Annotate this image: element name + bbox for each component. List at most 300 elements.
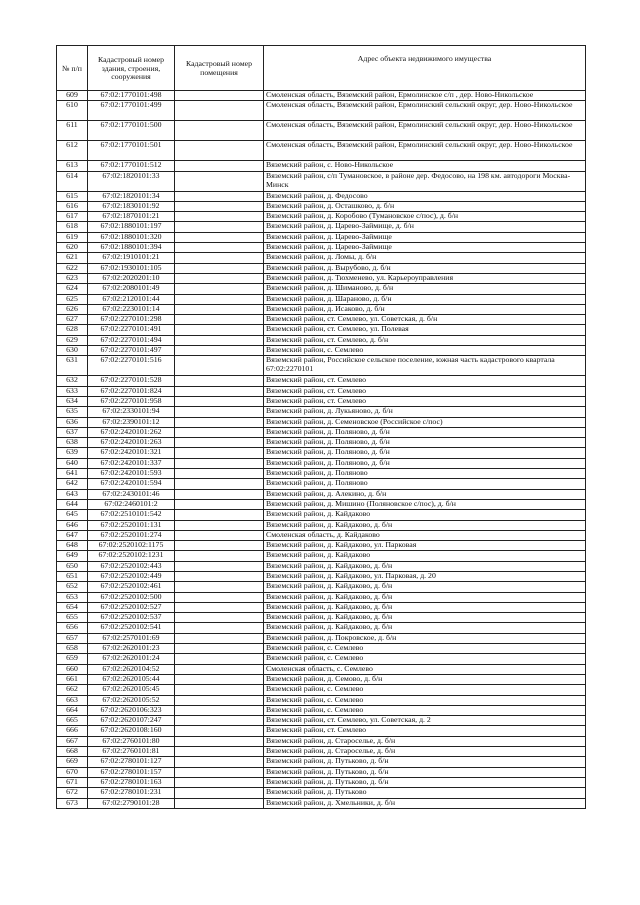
address: Смоленская область, д. Кайдаково	[264, 530, 586, 540]
building-cadastral-number: 67:02:1770101:512	[88, 161, 175, 171]
table-row	[57, 469, 586, 479]
row-number: 633	[57, 386, 88, 396]
address: Вяземский район, д. Путьково	[264, 788, 586, 798]
address: Вяземский район, д. Кайдаково, д. б/н	[264, 592, 586, 602]
premises-cadastral-number	[175, 530, 264, 540]
premises-cadastral-number	[175, 654, 264, 664]
premises-cadastral-number	[175, 438, 264, 448]
row-number: 644	[57, 499, 88, 509]
row-number: 654	[57, 602, 88, 612]
building-cadastral-number: 67:02:2080101:49	[88, 284, 175, 294]
row-number: 638	[57, 438, 88, 448]
row-number: 664	[57, 705, 88, 715]
building-cadastral-number: 67:02:2510101:542	[88, 510, 175, 520]
row-number: 621	[57, 253, 88, 263]
row-number: 655	[57, 613, 88, 623]
table-row	[57, 798, 586, 808]
row-number: 625	[57, 294, 88, 304]
header-number: № п/п	[57, 46, 88, 91]
row-number: 669	[57, 757, 88, 767]
table-row	[57, 232, 586, 242]
premises-cadastral-number	[175, 551, 264, 561]
address: Вяземский район, ст. Семлево, ул. Советская, д. 2	[264, 716, 586, 726]
premises-cadastral-number	[175, 592, 264, 602]
row-number: 667	[57, 736, 88, 746]
address: Вяземский район, д. Ломы, д. б/н	[264, 253, 586, 263]
address: Вяземский район, с. Ново-Никольское	[264, 161, 586, 171]
row-number: 623	[57, 273, 88, 283]
table-row	[57, 592, 586, 602]
table-row	[57, 788, 586, 798]
building-cadastral-number: 67:02:2420101:593	[88, 469, 175, 479]
address: Смоленская область, Вяземский район, Ермолинский сельский округ, дер. Ново-Никольское	[264, 101, 586, 121]
building-cadastral-number: 67:02:1770101:501	[88, 141, 175, 161]
building-cadastral-number: 67:02:2270101:528	[88, 376, 175, 386]
address: Вяземский район, д. Царево-Займище, д. б/н	[264, 222, 586, 232]
address: Вяземский район, д. Кайдаково, д. б/н	[264, 613, 586, 623]
premises-cadastral-number	[175, 212, 264, 222]
building-cadastral-number: 67:02:2520102:1231	[88, 551, 175, 561]
building-cadastral-number: 67:02:2270101:516	[88, 356, 175, 376]
address: Смоленская область, Вяземский район, Ермолинский сельский округ, дер. Ново-Никольское	[264, 141, 586, 161]
premises-cadastral-number	[175, 407, 264, 417]
row-number: 650	[57, 561, 88, 571]
row-number: 640	[57, 458, 88, 468]
building-cadastral-number: 67:02:2270101:491	[88, 325, 175, 335]
table-row	[57, 644, 586, 654]
row-number: 639	[57, 448, 88, 458]
table-row	[57, 541, 586, 551]
address: Вяземский район, д. Поляново, д. б/н	[264, 427, 586, 437]
row-number: 620	[57, 243, 88, 253]
building-cadastral-number: 67:02:2520102:443	[88, 561, 175, 571]
premises-cadastral-number	[175, 315, 264, 325]
premises-cadastral-number	[175, 171, 264, 191]
address: Вяземский район, д. Кайдаково, д. б/н	[264, 623, 586, 633]
building-cadastral-number: 67:02:2520101:274	[88, 530, 175, 540]
row-number: 613	[57, 161, 88, 171]
table-row	[57, 726, 586, 736]
table-row	[57, 777, 586, 787]
table-row	[57, 520, 586, 530]
table-row	[57, 263, 586, 273]
premises-cadastral-number	[175, 582, 264, 592]
premises-cadastral-number	[175, 232, 264, 242]
row-number: 648	[57, 541, 88, 551]
row-number: 660	[57, 664, 88, 674]
row-number: 642	[57, 479, 88, 489]
header-premises-cadastral-number: Кадастровый номер помещения	[175, 46, 264, 91]
address: Вяземский район, ст. Семлево, ул. Советская, д. б/н	[264, 315, 586, 325]
table-row	[57, 685, 586, 695]
row-number: 611	[57, 121, 88, 141]
building-cadastral-number: 67:02:2230101:14	[88, 304, 175, 314]
building-cadastral-number: 67:02:2790101:28	[88, 798, 175, 808]
table-row	[57, 101, 586, 121]
building-cadastral-number: 67:02:2520102:461	[88, 582, 175, 592]
premises-cadastral-number	[175, 101, 264, 121]
row-number: 609	[57, 91, 88, 101]
building-cadastral-number: 67:02:1880101:320	[88, 232, 175, 242]
row-number: 626	[57, 304, 88, 314]
building-cadastral-number: 67:02:2520102:527	[88, 602, 175, 612]
building-cadastral-number: 67:02:2420101:337	[88, 458, 175, 468]
premises-cadastral-number	[175, 222, 264, 232]
row-number: 670	[57, 767, 88, 777]
address: Вяземский район, д. Шараново, д. б/н	[264, 294, 586, 304]
premises-cadastral-number	[175, 479, 264, 489]
row-number: 646	[57, 520, 88, 530]
building-cadastral-number: 67:02:2420101:263	[88, 438, 175, 448]
table-row	[57, 571, 586, 581]
address: Вяземский район, ст. Семлево	[264, 396, 586, 406]
row-number: 649	[57, 551, 88, 561]
row-number: 671	[57, 777, 88, 787]
building-cadastral-number: 67:02:2780101:127	[88, 757, 175, 767]
row-number: 647	[57, 530, 88, 540]
table-row	[57, 243, 586, 253]
building-cadastral-number: 67:02:1770101:500	[88, 121, 175, 141]
premises-cadastral-number	[175, 121, 264, 141]
building-cadastral-number: 67:02:2620105:45	[88, 685, 175, 695]
table-row	[57, 386, 586, 396]
table-row	[57, 253, 586, 263]
address: Вяземский район, ст. Семлево	[264, 376, 586, 386]
row-number: 631	[57, 356, 88, 376]
table-row	[57, 376, 586, 386]
property-table	[56, 45, 586, 809]
table-row	[57, 335, 586, 345]
premises-cadastral-number	[175, 788, 264, 798]
premises-cadastral-number	[175, 510, 264, 520]
table-row	[57, 489, 586, 499]
address: Вяземский район, д. Исаково, д. б/н	[264, 304, 586, 314]
address: Вяземский район, д. Кайдаково	[264, 551, 586, 561]
building-cadastral-number: 67:02:2620104:52	[88, 664, 175, 674]
address: Вяземский район, д. Путьково, д. б/н	[264, 767, 586, 777]
address: Вяземский район, д. Кайдаково	[264, 510, 586, 520]
premises-cadastral-number	[175, 386, 264, 396]
premises-cadastral-number	[175, 243, 264, 253]
table-row	[57, 695, 586, 705]
building-cadastral-number: 67:02:2620101:23	[88, 644, 175, 654]
row-number: 619	[57, 232, 88, 242]
table-row	[57, 633, 586, 643]
premises-cadastral-number	[175, 304, 264, 314]
premises-cadastral-number	[175, 767, 264, 777]
premises-cadastral-number	[175, 356, 264, 376]
premises-cadastral-number	[175, 623, 264, 633]
table-row	[57, 674, 586, 684]
row-number: 663	[57, 695, 88, 705]
address: Вяземский район, д. Староселье, д. б/н	[264, 747, 586, 757]
address: Вяземский район, с. Семлево	[264, 695, 586, 705]
table-row	[57, 325, 586, 335]
address: Вяземский район, д. Царево-Займище	[264, 243, 586, 253]
building-cadastral-number: 67:02:1880101:394	[88, 243, 175, 253]
premises-cadastral-number	[175, 695, 264, 705]
table-row	[57, 141, 586, 161]
row-number: 662	[57, 685, 88, 695]
row-number: 637	[57, 427, 88, 437]
address: Вяземский район, д. Путьково, д. б/н	[264, 757, 586, 767]
row-number: 652	[57, 582, 88, 592]
address: Вяземский район, д. Мишино (Поляновское с/пос), д. б/н	[264, 499, 586, 509]
address: Вяземский район, с/п Тумановское, в районе дер. Федосово, на 198 км. автодороги Москва-Минск	[264, 171, 586, 191]
table-row	[57, 705, 586, 715]
building-cadastral-number: 67:02:1910101:21	[88, 253, 175, 263]
row-number: 657	[57, 633, 88, 643]
table-row	[57, 510, 586, 520]
row-number: 629	[57, 335, 88, 345]
building-cadastral-number: 67:02:2760101:81	[88, 747, 175, 757]
premises-cadastral-number	[175, 201, 264, 211]
premises-cadastral-number	[175, 91, 264, 101]
row-number: 612	[57, 141, 88, 161]
premises-cadastral-number	[175, 674, 264, 684]
table-row	[57, 561, 586, 571]
address: Вяземский район, д. Алекино, д. б/н	[264, 489, 586, 499]
address: Вяземский район, д. Кайдаково, д. б/н	[264, 602, 586, 612]
premises-cadastral-number	[175, 294, 264, 304]
address: Вяземский район, д. Поляново	[264, 479, 586, 489]
premises-cadastral-number	[175, 191, 264, 201]
address: Вяземский район, с. Семлево	[264, 685, 586, 695]
table-row	[57, 396, 586, 406]
table-row	[57, 654, 586, 664]
building-cadastral-number: 67:02:2420101:262	[88, 427, 175, 437]
premises-cadastral-number	[175, 571, 264, 581]
address: Вяземский район, с. Семлево	[264, 346, 586, 356]
table-row	[57, 736, 586, 746]
row-number: 651	[57, 571, 88, 581]
row-number: 610	[57, 101, 88, 121]
address: Вяземский район, д. Покровское, д. б/н	[264, 633, 586, 643]
address: Вяземский район, с. Семлево	[264, 654, 586, 664]
premises-cadastral-number	[175, 396, 264, 406]
address: Вяземский район, д. Федосово	[264, 191, 586, 201]
premises-cadastral-number	[175, 346, 264, 356]
table-row	[57, 623, 586, 633]
address: Смоленская область, Вяземский район, Ермолинское с/п , дер. Ново-Никольское	[264, 91, 586, 101]
premises-cadastral-number	[175, 664, 264, 674]
building-cadastral-number: 67:02:1870101:21	[88, 212, 175, 222]
address: Вяземский район, д. Шиманово, д. б/н	[264, 284, 586, 294]
header-address: Адрес объекта недвижимого имущества	[264, 46, 586, 91]
row-number: 672	[57, 788, 88, 798]
table-row	[57, 602, 586, 612]
row-number: 643	[57, 489, 88, 499]
premises-cadastral-number	[175, 705, 264, 715]
address: Вяземский район, д. Лукьяново, д. б/н	[264, 407, 586, 417]
table-row	[57, 530, 586, 540]
address: Вяземский район, д. Семеновское (Российское с/пос)	[264, 417, 586, 427]
table-row	[57, 582, 586, 592]
address: Вяземский район, д. Поляново, д. б/н	[264, 458, 586, 468]
premises-cadastral-number	[175, 726, 264, 736]
row-number: 641	[57, 469, 88, 479]
address: Вяземский район, д. Поляново, д. б/н	[264, 438, 586, 448]
building-cadastral-number: 67:02:2420101:321	[88, 448, 175, 458]
row-number: 665	[57, 716, 88, 726]
premises-cadastral-number	[175, 633, 264, 643]
row-number: 622	[57, 263, 88, 273]
building-cadastral-number: 67:02:1770101:499	[88, 101, 175, 121]
row-number: 630	[57, 346, 88, 356]
premises-cadastral-number	[175, 757, 264, 767]
table-row	[57, 91, 586, 101]
table-row	[57, 212, 586, 222]
building-cadastral-number: 67:02:2270101:298	[88, 315, 175, 325]
table-row	[57, 664, 586, 674]
header-building-cadastral-number: Кадастровый номер здания, строения, сооружения	[88, 46, 175, 91]
premises-cadastral-number	[175, 263, 264, 273]
premises-cadastral-number	[175, 284, 264, 294]
table-row	[57, 551, 586, 561]
table-row	[57, 479, 586, 489]
row-number: 614	[57, 171, 88, 191]
table-row	[57, 171, 586, 191]
building-cadastral-number: 67:02:2520102:449	[88, 571, 175, 581]
table-row	[57, 747, 586, 757]
table-row	[57, 121, 586, 141]
table-row	[57, 458, 586, 468]
address: Вяземский район, д. Осташково, д. б/н	[264, 201, 586, 211]
premises-cadastral-number	[175, 736, 264, 746]
row-number: 627	[57, 315, 88, 325]
address: Вяземский район, Российское сельское поселение, южная часть кадастрового квартала 67:02:2270101	[264, 356, 586, 376]
address: Вяземский район, д. Царево-Займище	[264, 232, 586, 242]
building-cadastral-number: 67:02:2570101:69	[88, 633, 175, 643]
address: Вяземский район, д. Коробово (Тумановское с/пос), д. б/н	[264, 212, 586, 222]
table-row	[57, 407, 586, 417]
building-cadastral-number: 67:02:2520102:500	[88, 592, 175, 602]
row-number: 666	[57, 726, 88, 736]
building-cadastral-number: 67:02:1830101:92	[88, 201, 175, 211]
address: Вяземский район, д. Поляново	[264, 469, 586, 479]
address: Смоленская область, с. Семлево	[264, 664, 586, 674]
premises-cadastral-number	[175, 253, 264, 263]
address: Вяземский район, ст. Семлево, ул. Полевая	[264, 325, 586, 335]
premises-cadastral-number	[175, 541, 264, 551]
premises-cadastral-number	[175, 417, 264, 427]
row-number: 659	[57, 654, 88, 664]
building-cadastral-number: 67:02:1930101:105	[88, 263, 175, 273]
building-cadastral-number: 67:02:2620107:247	[88, 716, 175, 726]
address: Вяземский район, д. Кайдаково, д. б/н	[264, 520, 586, 530]
address: Вяземский район, с. Семлево	[264, 644, 586, 654]
building-cadastral-number: 67:02:2520101:131	[88, 520, 175, 530]
premises-cadastral-number	[175, 561, 264, 571]
building-cadastral-number: 67:02:1820101:33	[88, 171, 175, 191]
building-cadastral-number: 67:02:2780101:163	[88, 777, 175, 787]
building-cadastral-number: 67:02:2460101:2	[88, 499, 175, 509]
row-number: 653	[57, 592, 88, 602]
building-cadastral-number: 67:02:2270101:824	[88, 386, 175, 396]
table-row	[57, 222, 586, 232]
building-cadastral-number: 67:02:1770101:498	[88, 91, 175, 101]
building-cadastral-number: 67:02:2780101:231	[88, 788, 175, 798]
row-number: 628	[57, 325, 88, 335]
table-row	[57, 356, 586, 376]
building-cadastral-number: 67:02:2620101:24	[88, 654, 175, 664]
address: Смоленская область, Вяземский район, Ермолинский сельский округ, дер. Ново-Никольское	[264, 121, 586, 141]
premises-cadastral-number	[175, 798, 264, 808]
table-row	[57, 304, 586, 314]
table-body	[57, 91, 586, 809]
address: Вяземский район, д. Хмельники, д. б/н	[264, 798, 586, 808]
row-number: 632	[57, 376, 88, 386]
building-cadastral-number: 67:02:2620106:323	[88, 705, 175, 715]
table-row	[57, 716, 586, 726]
premises-cadastral-number	[175, 747, 264, 757]
building-cadastral-number: 67:02:2330101:94	[88, 407, 175, 417]
premises-cadastral-number	[175, 376, 264, 386]
row-number: 661	[57, 674, 88, 684]
address: Вяземский район, с. Семлево	[264, 705, 586, 715]
premises-cadastral-number	[175, 458, 264, 468]
premises-cadastral-number	[175, 427, 264, 437]
row-number: 617	[57, 212, 88, 222]
row-number: 634	[57, 396, 88, 406]
table-row	[57, 417, 586, 427]
table-row	[57, 346, 586, 356]
row-number: 624	[57, 284, 88, 294]
table-row	[57, 448, 586, 458]
building-cadastral-number: 67:02:2520102:541	[88, 623, 175, 633]
premises-cadastral-number	[175, 335, 264, 345]
table-row	[57, 284, 586, 294]
premises-cadastral-number	[175, 716, 264, 726]
address: Вяземский район, д. Путьково, д. б/н	[264, 777, 586, 787]
address: Вяземский район, ст. Семлево, д. б/н	[264, 335, 586, 345]
premises-cadastral-number	[175, 273, 264, 283]
row-number: 615	[57, 191, 88, 201]
building-cadastral-number: 67:02:2620105:52	[88, 695, 175, 705]
premises-cadastral-number	[175, 489, 264, 499]
row-number: 618	[57, 222, 88, 232]
address: Вяземский район, д. Староселье, д. б/н	[264, 736, 586, 746]
table-row	[57, 273, 586, 283]
row-number: 673	[57, 798, 88, 808]
row-number: 656	[57, 623, 88, 633]
table-row	[57, 757, 586, 767]
address: Вяземский район, ст. Семлево	[264, 386, 586, 396]
address: Вяземский район, д. Кайдаково, д. б/н	[264, 582, 586, 592]
building-cadastral-number: 67:02:2120101:44	[88, 294, 175, 304]
table-row	[57, 294, 586, 304]
building-cadastral-number: 67:02:1820101:34	[88, 191, 175, 201]
premises-cadastral-number	[175, 469, 264, 479]
address: Вяземский район, д. Семово, д. б/н	[264, 674, 586, 684]
premises-cadastral-number	[175, 644, 264, 654]
premises-cadastral-number	[175, 325, 264, 335]
building-cadastral-number: 67:02:2520102:537	[88, 613, 175, 623]
premises-cadastral-number	[175, 685, 264, 695]
row-number: 616	[57, 201, 88, 211]
premises-cadastral-number	[175, 499, 264, 509]
building-cadastral-number: 67:02:2520102:1175	[88, 541, 175, 551]
building-cadastral-number: 67:02:1880101:197	[88, 222, 175, 232]
row-number: 658	[57, 644, 88, 654]
building-cadastral-number: 67:02:2420101:594	[88, 479, 175, 489]
row-number: 635	[57, 407, 88, 417]
address: Вяземский район, д. Кайдаково, ул. Парковая	[264, 541, 586, 551]
row-number: 645	[57, 510, 88, 520]
building-cadastral-number: 67:02:2620108:160	[88, 726, 175, 736]
premises-cadastral-number	[175, 602, 264, 612]
building-cadastral-number: 67:02:2020201:10	[88, 273, 175, 283]
